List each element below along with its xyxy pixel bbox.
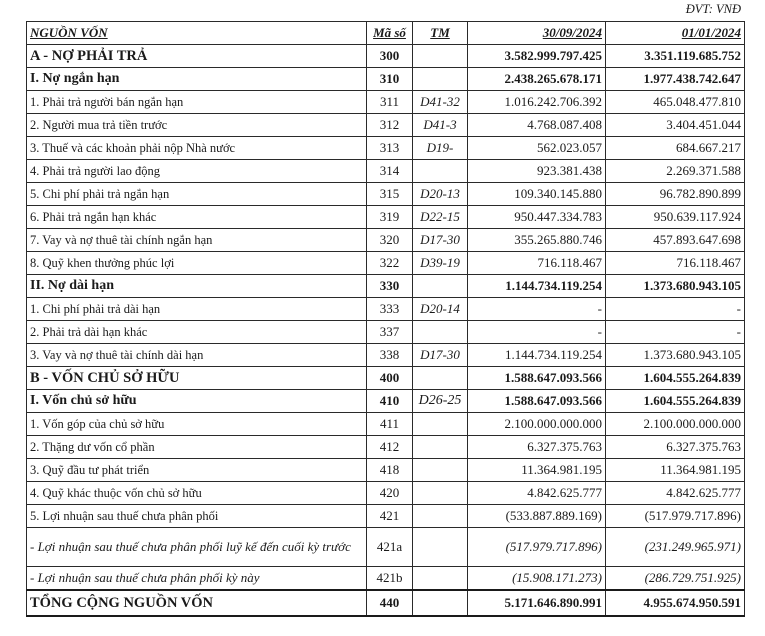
row-value-period-end: 2.100.000.000.000 xyxy=(468,413,606,436)
table-row xyxy=(27,505,745,528)
row-code: 330 xyxy=(367,275,413,298)
table-row xyxy=(27,321,745,344)
balance-sheet-liabilities-equity-table xyxy=(26,21,745,617)
table-header-row xyxy=(27,22,745,45)
row-code: 421 xyxy=(367,505,413,528)
header-period-start: 01/01/2024 xyxy=(606,22,745,45)
row-code: 333 xyxy=(367,298,413,321)
row-value-period-start: 4.955.674.950.591 xyxy=(606,590,745,616)
row-value-period-start: 3.404.451.044 xyxy=(606,114,745,137)
row-code: 421b xyxy=(367,567,413,591)
row-code: 312 xyxy=(367,114,413,137)
row-label: B - VỐN CHỦ SỞ HỮU xyxy=(27,367,367,390)
table-row xyxy=(27,344,745,367)
row-label: I. Nợ ngắn hạn xyxy=(27,68,367,91)
total-row xyxy=(27,590,745,616)
row-value-period-end: 3.582.999.797.425 xyxy=(468,45,606,68)
row-label: 3. Thuế và các khoản phải nộp Nhà nước xyxy=(27,137,367,160)
row-value-period-start: 11.364.981.195 xyxy=(606,459,745,482)
table-row xyxy=(27,229,745,252)
row-note-ref: D41-32 xyxy=(413,91,468,114)
row-value-period-start: 6.327.375.763 xyxy=(606,436,745,459)
row-label: - Lợi nhuận sau thuế chưa phân phối luỹ kế đến cuối kỳ trước xyxy=(27,528,367,567)
row-label: A - NỢ PHẢI TRẢ xyxy=(27,45,367,68)
row-code: 313 xyxy=(367,137,413,160)
table-row xyxy=(27,482,745,505)
row-note-ref xyxy=(413,321,468,344)
row-note-ref xyxy=(413,528,468,567)
row-value-period-end: 1.588.647.093.566 xyxy=(468,367,606,390)
row-code: 410 xyxy=(367,390,413,413)
row-label: 3. Vay và nợ thuê tài chính dài hạn xyxy=(27,344,367,367)
row-value-period-start: 2.269.371.588 xyxy=(606,160,745,183)
row-label: 1. Phải trả người bán ngắn hạn xyxy=(27,91,367,114)
row-label: 5. Chi phí phải trả ngắn hạn xyxy=(27,183,367,206)
section-row xyxy=(27,367,745,390)
row-label: 1. Chi phí phải trả dài hạn xyxy=(27,298,367,321)
row-label: 7. Vay và nợ thuê tài chính ngắn hạn xyxy=(27,229,367,252)
row-note-ref: D19- xyxy=(413,137,468,160)
row-code: 319 xyxy=(367,206,413,229)
row-note-ref: D20-13 xyxy=(413,183,468,206)
row-note-ref xyxy=(413,413,468,436)
row-value-period-end: 1.016.242.706.392 xyxy=(468,91,606,114)
row-note-ref xyxy=(413,45,468,68)
row-note-ref xyxy=(413,160,468,183)
table-row xyxy=(27,114,745,137)
row-note-ref xyxy=(413,459,468,482)
row-label: 2. Phải trả dài hạn khác xyxy=(27,321,367,344)
row-code: 320 xyxy=(367,229,413,252)
row-note-ref: D17-30 xyxy=(413,344,468,367)
row-value-period-start: 1.604.555.264.839 xyxy=(606,390,745,413)
row-code: 440 xyxy=(367,590,413,616)
row-value-period-start: 4.842.625.777 xyxy=(606,482,745,505)
table-row xyxy=(27,528,745,567)
subsection-row xyxy=(27,68,745,91)
row-code: 411 xyxy=(367,413,413,436)
row-label: 5. Lợi nhuận sau thuế chưa phân phối xyxy=(27,505,367,528)
row-value-period-start: (231.249.965.971) xyxy=(606,528,745,567)
row-code: 400 xyxy=(367,367,413,390)
row-code: 412 xyxy=(367,436,413,459)
row-value-period-start: 3.351.119.685.752 xyxy=(606,45,745,68)
row-note-ref xyxy=(413,367,468,390)
row-label: 2. Thặng dư vốn cổ phần xyxy=(27,436,367,459)
row-value-period-end: 5.171.646.890.991 xyxy=(468,590,606,616)
header-capital-source: NGUỒN VỐN xyxy=(27,22,367,45)
currency-unit-label: ĐVT: VNĐ xyxy=(685,2,741,16)
row-value-period-end: 4.842.625.777 xyxy=(468,482,606,505)
row-value-period-start: (517.979.717.896) xyxy=(606,505,745,528)
row-code: 311 xyxy=(367,91,413,114)
row-value-period-end: 1.588.647.093.566 xyxy=(468,390,606,413)
row-code: 322 xyxy=(367,252,413,275)
table-row xyxy=(27,252,745,275)
header-code: Mã số xyxy=(367,22,413,45)
row-value-period-end: 950.447.334.783 xyxy=(468,206,606,229)
section-row xyxy=(27,45,745,68)
row-label: II. Nợ dài hạn xyxy=(27,275,367,298)
row-note-ref xyxy=(413,567,468,591)
row-label: 4. Phải trả người lao động xyxy=(27,160,367,183)
table-row xyxy=(27,137,745,160)
row-note-ref xyxy=(413,590,468,616)
row-label: 8. Quỹ khen thưởng phúc lợi xyxy=(27,252,367,275)
row-note-ref: D17-30 xyxy=(413,229,468,252)
row-note-ref: D20-14 xyxy=(413,298,468,321)
row-value-period-start: 1.373.680.943.105 xyxy=(606,344,745,367)
row-value-period-start: (286.729.751.925) xyxy=(606,567,745,591)
row-note-ref xyxy=(413,275,468,298)
subsection-row xyxy=(27,275,745,298)
row-value-period-end: 11.364.981.195 xyxy=(468,459,606,482)
row-value-period-start: 465.048.477.810 xyxy=(606,91,745,114)
table-body xyxy=(27,45,745,617)
row-code: 300 xyxy=(367,45,413,68)
row-value-period-start: 716.118.467 xyxy=(606,252,745,275)
row-value-period-end: 1.144.734.119.254 xyxy=(468,344,606,367)
row-note-ref: D22-15 xyxy=(413,206,468,229)
row-value-period-end: 1.144.734.119.254 xyxy=(468,275,606,298)
row-note-ref: D26-25 xyxy=(413,390,468,413)
row-label: 2. Người mua trả tiền trước xyxy=(27,114,367,137)
row-value-period-end: (517.979.717.896) xyxy=(468,528,606,567)
row-label: 3. Quỹ đầu tư phát triển xyxy=(27,459,367,482)
row-value-period-end: 6.327.375.763 xyxy=(468,436,606,459)
row-value-period-start: 1.977.438.742.647 xyxy=(606,68,745,91)
row-code: 337 xyxy=(367,321,413,344)
row-label: 1. Vốn góp của chủ sở hữu xyxy=(27,413,367,436)
table-row xyxy=(27,206,745,229)
row-note-ref xyxy=(413,436,468,459)
row-value-period-end: 2.438.265.678.171 xyxy=(468,68,606,91)
row-value-period-end: 4.768.087.408 xyxy=(468,114,606,137)
row-value-period-start: 96.782.890.899 xyxy=(606,183,745,206)
row-note-ref xyxy=(413,482,468,505)
row-code: 420 xyxy=(367,482,413,505)
row-code: 314 xyxy=(367,160,413,183)
row-code: 310 xyxy=(367,68,413,91)
row-value-period-start: 457.893.647.698 xyxy=(606,229,745,252)
row-value-period-start: 2.100.000.000.000 xyxy=(606,413,745,436)
row-code: 418 xyxy=(367,459,413,482)
row-note-ref xyxy=(413,68,468,91)
row-label: I. Vốn chủ sở hữu xyxy=(27,390,367,413)
row-label: 4. Quỹ khác thuộc vốn chủ sở hữu xyxy=(27,482,367,505)
row-label: 6. Phải trả ngắn hạn khác xyxy=(27,206,367,229)
table-row xyxy=(27,459,745,482)
row-value-period-start: 950.639.117.924 xyxy=(606,206,745,229)
row-value-period-end: 355.265.880.746 xyxy=(468,229,606,252)
row-value-period-end: - xyxy=(468,298,606,321)
row-code: 421a xyxy=(367,528,413,567)
row-note-ref xyxy=(413,505,468,528)
row-value-period-start: 1.604.555.264.839 xyxy=(606,367,745,390)
table-row xyxy=(27,436,745,459)
header-note: TM xyxy=(413,22,468,45)
row-value-period-end: 716.118.467 xyxy=(468,252,606,275)
row-code: 338 xyxy=(367,344,413,367)
table-row xyxy=(27,91,745,114)
row-label: - Lợi nhuận sau thuế chưa phân phối kỳ này xyxy=(27,567,367,591)
row-value-period-end: - xyxy=(468,321,606,344)
table-row xyxy=(27,160,745,183)
row-note-ref: D41-3 xyxy=(413,114,468,137)
table-row xyxy=(27,183,745,206)
table-row xyxy=(27,298,745,321)
row-value-period-end: (533.887.889.169) xyxy=(468,505,606,528)
header-period-end: 30/09/2024 xyxy=(468,22,606,45)
subsection-row xyxy=(27,390,745,413)
row-value-period-start: 684.667.217 xyxy=(606,137,745,160)
row-value-period-end: 562.023.057 xyxy=(468,137,606,160)
row-value-period-end: 923.381.438 xyxy=(468,160,606,183)
row-value-period-end: (15.908.171.273) xyxy=(468,567,606,591)
row-code: 315 xyxy=(367,183,413,206)
row-value-period-start: 1.373.680.943.105 xyxy=(606,275,745,298)
table-row xyxy=(27,413,745,436)
row-value-period-start: - xyxy=(606,298,745,321)
row-value-period-end: 109.340.145.880 xyxy=(468,183,606,206)
row-value-period-start: - xyxy=(606,321,745,344)
row-label: TỔNG CỘNG NGUỒN VỐN xyxy=(27,590,367,616)
table-row xyxy=(27,567,745,591)
row-note-ref: D39-19 xyxy=(413,252,468,275)
